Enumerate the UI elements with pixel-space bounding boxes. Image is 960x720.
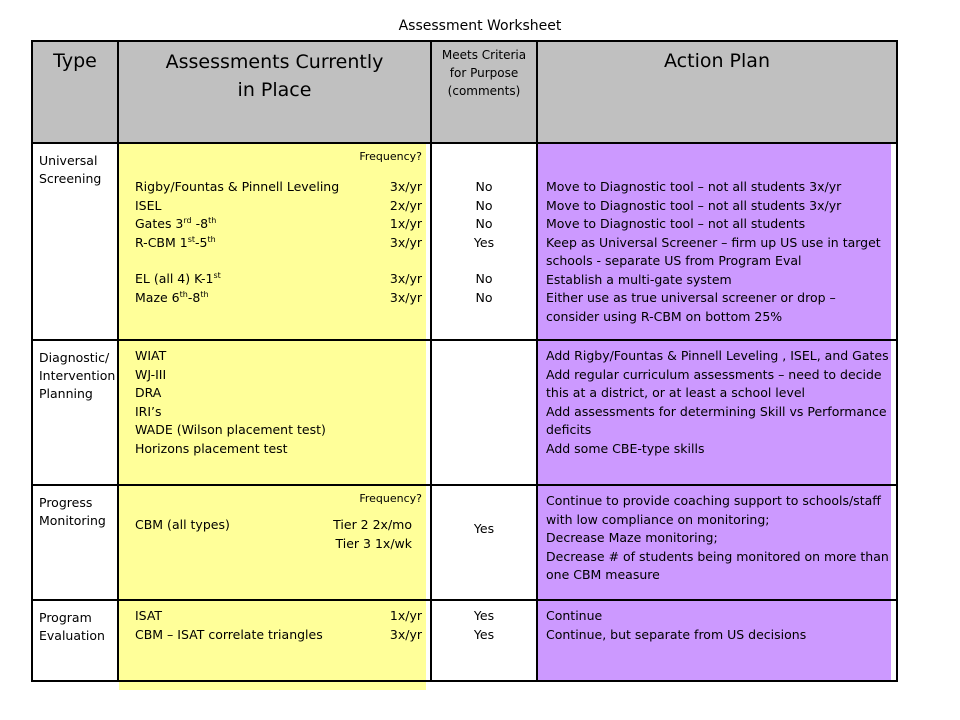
header-meets-criteria: Meets Criteria for Purpose (comments): [431, 41, 537, 143]
frequency-label: Frequency?: [359, 150, 422, 163]
assessment-item: R-CBM 1st-5th 3x/yr: [135, 234, 422, 250]
header-assessments: Assessments Currently in Place: [118, 41, 431, 143]
type-cell: Program Evaluation: [32, 600, 118, 681]
assessment-item: CBM (all types) Tier 2 2x/mo: [135, 517, 412, 532]
assessment-item: CBM – ISAT correlate triangles 3x/yr: [135, 626, 422, 642]
table-row-universal-screening: [32, 143, 897, 340]
assessments-cell: [118, 340, 431, 485]
assessment-item: WIAT: [135, 348, 167, 363]
meets-criteria-cell: Yes Yes: [431, 600, 537, 681]
assessment-item: WJ-III: [135, 366, 167, 382]
assessments-cell: [118, 600, 431, 681]
assessment-item: Rigby/Fountas & Pinnell Leveling 3x/yr: [135, 179, 422, 194]
assessments-cell: Frequency? CBM (all types) Tier 2 2x/mo Tier 3 1x/wk: [118, 485, 431, 600]
table-row-program-evaluation: [32, 600, 897, 681]
type-cell: Universal Screening: [32, 143, 118, 340]
meets-criteria-cell: No No No Yes No No: [431, 143, 537, 340]
assessment-item: DRA: [135, 385, 162, 400]
table-row-progress-monitoring: [32, 485, 897, 600]
assessment-item: WADE (Wilson placement test): [135, 422, 326, 437]
meets-criteria-cell: Yes: [431, 485, 537, 600]
assessment-item: Maze 6th-8th 3x/yr: [135, 289, 422, 305]
worksheet-title: Assessment Worksheet: [398, 18, 562, 34]
assessment-item: Gates 3rd -8th 1x/yr: [135, 215, 422, 231]
assessment-table: [31, 40, 898, 682]
meets-criteria-cell: [431, 340, 537, 485]
table-row-diagnostic: [32, 340, 897, 485]
header-row: [32, 41, 897, 143]
action-plan-cell: Continue Continue, but separate from US decisions: [537, 600, 897, 681]
assessment-item: EL (all 4) K-1st 3x/yr: [135, 270, 422, 286]
assessment-item: Horizons placement test: [135, 440, 288, 456]
frequency-label: Frequency?: [359, 492, 422, 505]
type-cell: Progress Monitoring: [32, 485, 118, 600]
assessment-item: IRI’s: [135, 403, 162, 419]
action-plan-cell: Move to Diagnostic tool – not all students 3x/yr Move to Diagnostic tool – not all students 3x/yr Move to Diagnostic tool – not all students Keep as Universal Screener – firm up US use in target schools - separate US from Program Eval Establish a multi-gate system Either use as true universal screener or drop – consider using R-CBM on bottom 25%: [537, 143, 897, 340]
type-cell: Diagnostic/ Intervention Planning: [32, 340, 118, 485]
assessment-item: ISAT 1x/yr: [135, 608, 422, 623]
action-plan-cell: Continue to provide coaching support to schools/staff with low compliance on monitoring; Decrease Maze monitoring; Decrease # of students being monitored on more than one CBM measure: [537, 485, 897, 600]
assessment-item: ISEL 2x/yr: [135, 197, 422, 213]
assessments-cell: [118, 143, 431, 340]
header-action-plan: Action Plan: [537, 41, 897, 143]
action-plan-cell: Add Rigby/Fountas & Pinnell Leveling , ISEL, and Gates Add regular curriculum assessments – need to decide this at a district, or at least a school level Add assessments for determining Skill vs Performance deficits Add some CBE-type skills: [537, 340, 897, 485]
header-type: Type: [32, 41, 118, 143]
